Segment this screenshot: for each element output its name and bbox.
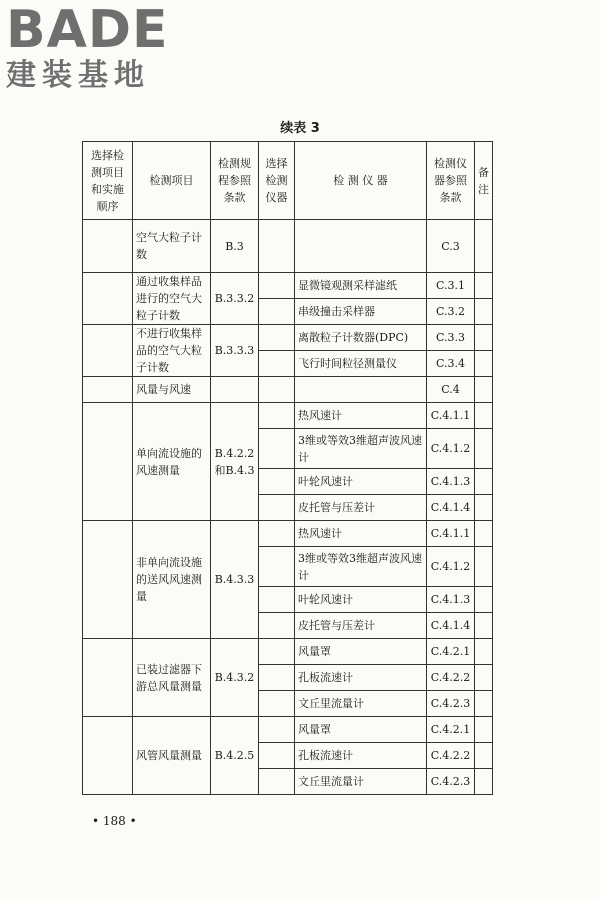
select-instrument-cell bbox=[259, 587, 295, 613]
instrument-clause-cell: C.3.1 bbox=[427, 273, 475, 299]
select-instrument-cell bbox=[259, 665, 295, 691]
select-instrument-cell bbox=[259, 691, 295, 717]
table-body bbox=[83, 220, 493, 795]
header-row bbox=[83, 142, 493, 220]
instrument-clause-cell: C.3 bbox=[427, 220, 475, 273]
selection-cell bbox=[83, 521, 133, 639]
instrument-cell: 文丘里流量计 bbox=[295, 769, 427, 795]
header-instrument: 检 测 仪 器 bbox=[295, 142, 427, 220]
select-instrument-cell bbox=[259, 351, 295, 377]
select-instrument-cell bbox=[259, 469, 295, 495]
selection-cell bbox=[83, 273, 133, 325]
test-item-cell: 单向流设施的风速测量 bbox=[133, 403, 211, 521]
inspection-table bbox=[82, 141, 493, 795]
instrument-clause-cell: C.4.2.2 bbox=[427, 743, 475, 769]
test-item-cell: 通过收集样品进行的空气大粒子计数 bbox=[133, 273, 211, 325]
selection-cell bbox=[83, 377, 133, 403]
select-instrument-cell bbox=[259, 220, 295, 273]
select-instrument-cell bbox=[259, 717, 295, 743]
test-clause-cell: B.3.3.3 bbox=[211, 325, 259, 377]
select-instrument-cell bbox=[259, 769, 295, 795]
instrument-cell: 3维或等效3维超声波风速计 bbox=[295, 429, 427, 469]
instrument-clause-cell: C.4.2.3 bbox=[427, 691, 475, 717]
table-caption: 续表 3 bbox=[280, 121, 320, 136]
instrument-cell: 热风速计 bbox=[295, 521, 427, 547]
remarks-cell bbox=[475, 717, 493, 743]
table-row bbox=[83, 220, 493, 273]
selection-cell bbox=[83, 403, 133, 521]
instrument-cell: 串级撞击采样器 bbox=[295, 299, 427, 325]
instrument-cell: 风量罩 bbox=[295, 639, 427, 665]
instrument-cell: 孔板流速计 bbox=[295, 743, 427, 769]
remarks-cell bbox=[475, 325, 493, 351]
instrument-cell: 热风速计 bbox=[295, 403, 427, 429]
remarks-cell bbox=[475, 299, 493, 325]
test-clause-cell: B.4.2.2和B.4.3 bbox=[211, 403, 259, 521]
header-test-item: 检测项目 bbox=[133, 142, 211, 220]
table-row bbox=[83, 639, 493, 665]
select-instrument-cell bbox=[259, 495, 295, 521]
test-item-cell: 不进行收集样品的空气大粒子计数 bbox=[133, 325, 211, 377]
header-select-instrument: 选择检测仪器 bbox=[259, 142, 295, 220]
test-clause-cell: B.4.3.2 bbox=[211, 639, 259, 717]
select-instrument-cell bbox=[259, 547, 295, 587]
remarks-cell bbox=[475, 351, 493, 377]
remarks-cell bbox=[475, 691, 493, 717]
remarks-cell bbox=[475, 377, 493, 403]
selection-cell bbox=[83, 325, 133, 377]
logo-subtitle: 建装基地 bbox=[6, 58, 150, 93]
instrument-cell: 皮托管与压差计 bbox=[295, 495, 427, 521]
instrument-clause-cell: C.4.2.3 bbox=[427, 769, 475, 795]
remarks-cell bbox=[475, 403, 493, 429]
remarks-cell bbox=[475, 429, 493, 469]
select-instrument-cell bbox=[259, 613, 295, 639]
page-number: • 188 • bbox=[92, 814, 137, 828]
remarks-cell bbox=[475, 495, 493, 521]
table-row bbox=[83, 403, 493, 429]
instrument-clause-cell: C.4.1.4 bbox=[427, 613, 475, 639]
instrument-cell: 风量罩 bbox=[295, 717, 427, 743]
remarks-cell bbox=[475, 547, 493, 587]
remarks-cell bbox=[475, 521, 493, 547]
test-item-cell: 非单向流设施的送风风速测量 bbox=[133, 521, 211, 639]
instrument-clause-cell: C.4.2.2 bbox=[427, 665, 475, 691]
selection-cell bbox=[83, 639, 133, 717]
table-row bbox=[83, 521, 493, 547]
test-clause-cell: B.3 bbox=[211, 220, 259, 273]
test-item-cell: 风管风量测量 bbox=[133, 717, 211, 795]
table-row bbox=[83, 377, 493, 403]
remarks-cell bbox=[475, 613, 493, 639]
select-instrument-cell bbox=[259, 403, 295, 429]
instrument-cell: 皮托管与压差计 bbox=[295, 613, 427, 639]
test-item-cell: 风量与风速 bbox=[133, 377, 211, 403]
table-row bbox=[83, 717, 493, 743]
instrument-cell bbox=[295, 220, 427, 273]
instrument-clause-cell: C.4.1.1 bbox=[427, 521, 475, 547]
instrument-clause-cell: C.4.1.4 bbox=[427, 495, 475, 521]
remarks-cell bbox=[475, 220, 493, 273]
remarks-cell bbox=[475, 273, 493, 299]
select-instrument-cell bbox=[259, 639, 295, 665]
test-clause-cell: B.4.3.3 bbox=[211, 521, 259, 639]
instrument-clause-cell: C.3.2 bbox=[427, 299, 475, 325]
selection-cell bbox=[83, 220, 133, 273]
remarks-cell bbox=[475, 743, 493, 769]
select-instrument-cell bbox=[259, 377, 295, 403]
test-clause-cell: B.3.3.2 bbox=[211, 273, 259, 325]
instrument-clause-cell: C.4.1.2 bbox=[427, 429, 475, 469]
instrument-clause-cell: C.4.2.1 bbox=[427, 639, 475, 665]
table-row bbox=[83, 325, 493, 351]
instrument-cell: 文丘里流量计 bbox=[295, 691, 427, 717]
remarks-cell bbox=[475, 665, 493, 691]
remarks-cell bbox=[475, 469, 493, 495]
remarks-cell bbox=[475, 639, 493, 665]
test-clause-cell: B.4.2.5 bbox=[211, 717, 259, 795]
test-item-cell: 已装过滤器下游总风量测量 bbox=[133, 639, 211, 717]
instrument-cell: 显微镜观测采样滤纸 bbox=[295, 273, 427, 299]
instrument-clause-cell: C.4.1.3 bbox=[427, 587, 475, 613]
logo-brand: BADE bbox=[6, 0, 169, 60]
remarks-cell bbox=[475, 587, 493, 613]
selection-cell bbox=[83, 717, 133, 795]
instrument-clause-cell: C.3.3 bbox=[427, 325, 475, 351]
select-instrument-cell bbox=[259, 325, 295, 351]
instrument-clause-cell: C.4.1.2 bbox=[427, 547, 475, 587]
instrument-cell: 飞行时间粒径测量仪 bbox=[295, 351, 427, 377]
header-test-clause: 检测规程参照条款 bbox=[211, 142, 259, 220]
instrument-cell: 叶轮风速计 bbox=[295, 587, 427, 613]
instrument-cell: 离散粒子计数器(DPC) bbox=[295, 325, 427, 351]
table-row bbox=[83, 273, 493, 299]
remarks-cell bbox=[475, 769, 493, 795]
instrument-cell bbox=[295, 377, 427, 403]
test-item-cell: 空气大粒子计数 bbox=[133, 220, 211, 273]
instrument-clause-cell: C.4.2.1 bbox=[427, 717, 475, 743]
instrument-clause-cell: C.4.1.1 bbox=[427, 403, 475, 429]
header-selection-order: 选择检测项目和实施顺序 bbox=[83, 142, 133, 220]
instrument-cell: 3维或等效3维超声波风速计 bbox=[295, 547, 427, 587]
instrument-cell: 孔板流速计 bbox=[295, 665, 427, 691]
select-instrument-cell bbox=[259, 743, 295, 769]
select-instrument-cell bbox=[259, 429, 295, 469]
logo bbox=[6, 0, 196, 94]
instrument-clause-cell: C.3.4 bbox=[427, 351, 475, 377]
instrument-clause-cell: C.4.1.3 bbox=[427, 469, 475, 495]
header-instrument-clause: 检测仪器参照条款 bbox=[427, 142, 475, 220]
select-instrument-cell bbox=[259, 273, 295, 299]
test-clause-cell bbox=[211, 377, 259, 403]
select-instrument-cell bbox=[259, 299, 295, 325]
select-instrument-cell bbox=[259, 521, 295, 547]
instrument-clause-cell: C.4 bbox=[427, 377, 475, 403]
instrument-cell: 叶轮风速计 bbox=[295, 469, 427, 495]
header-remarks: 备注 bbox=[475, 142, 493, 220]
